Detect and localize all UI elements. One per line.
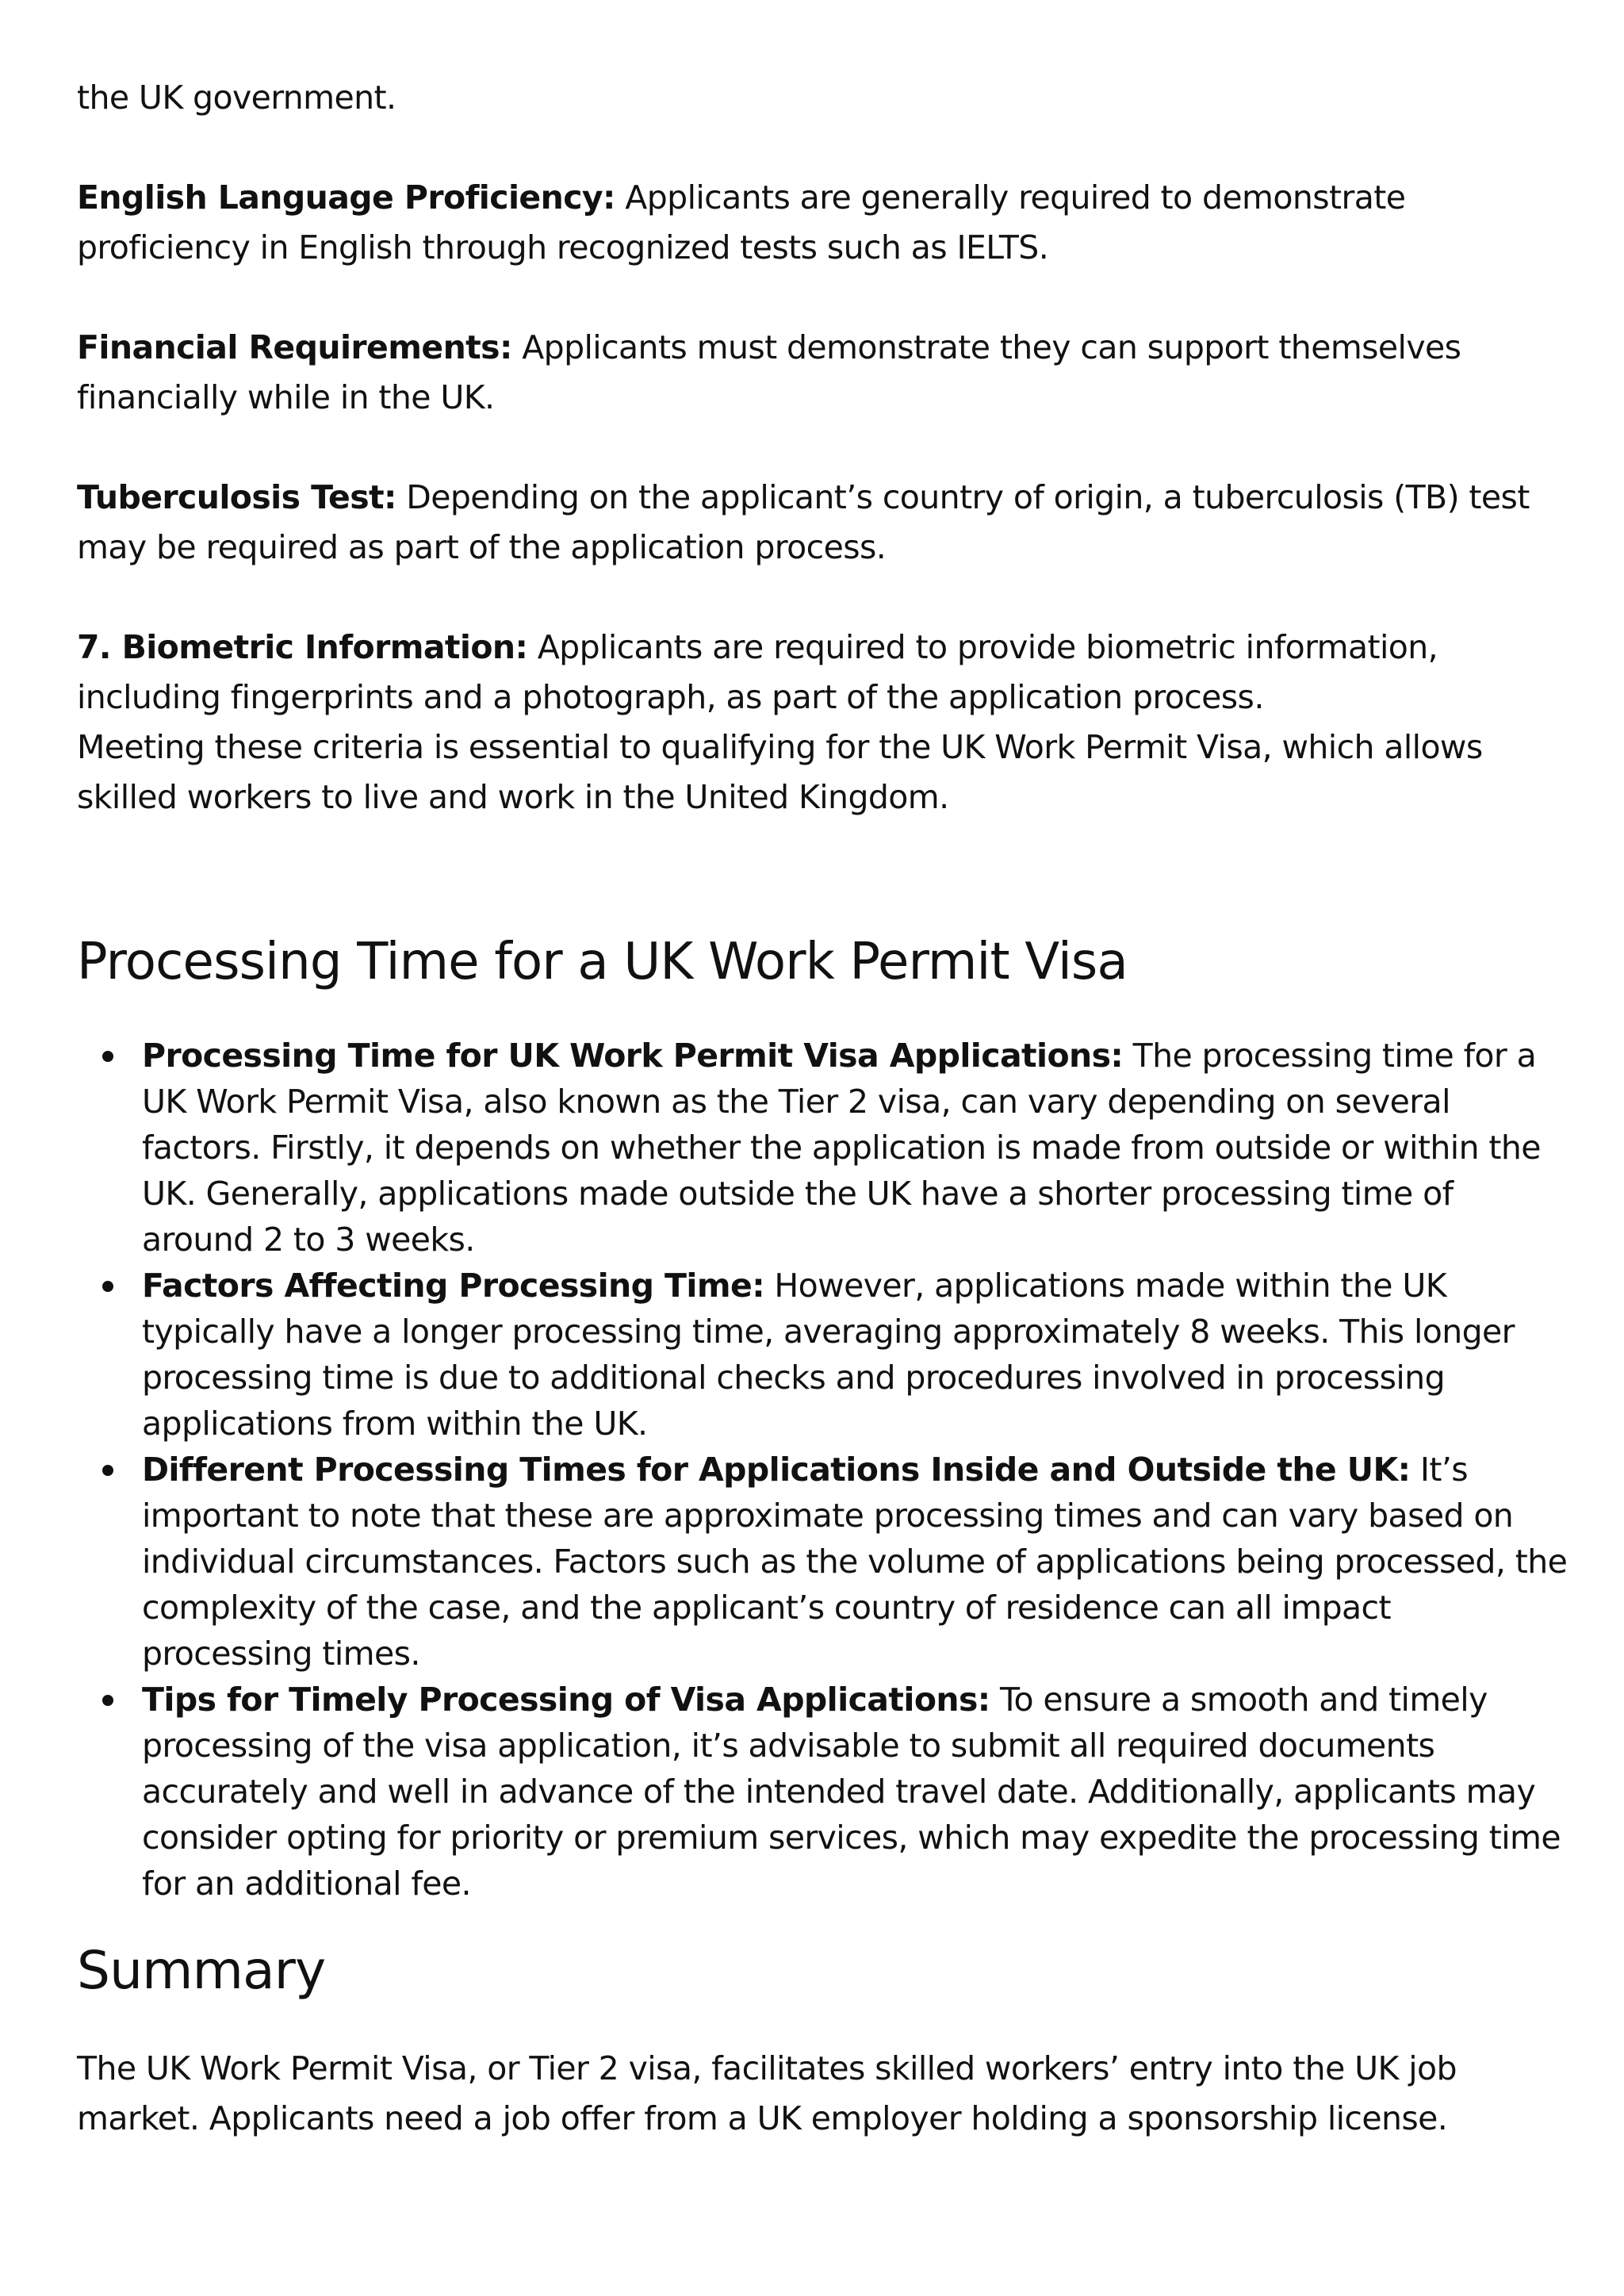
bullet-label: Tips for Timely Processing of Visa Applications: (142, 1681, 990, 1719)
requirement-label: Tuberculosis Test: (77, 478, 396, 516)
bullet-text: The processing time for a UK Work Permit Visa, also known as the Tier 2 visa, can vary depending on several factors. Firstly, it depends on whether the application is made from outside or within the UK. Generally, applications made outside the UK have a shorter processing time of around 2 to 3 weeks. (142, 1037, 1541, 1259)
bullet-label: Processing Time for UK Work Permit Visa Applications: (142, 1037, 1124, 1075)
bullet-dot-icon (102, 1465, 113, 1476)
requirement-english-language (77, 173, 1568, 273)
summary-heading: Summary (77, 1940, 326, 2001)
requirement-label: English Language Proficiency: (77, 178, 615, 217)
requirement-biometric-information (77, 623, 1568, 723)
requirement-financial (77, 323, 1568, 423)
bullet-text: To ensure a smooth and timely processing of the visa application, it’s advisable to submit all required documents accurately and well in advance of the intended travel date. Additionally, applicants may consider opting for priority or premium services, which may expedite the processing time for an additional fee. (142, 1681, 1561, 1903)
requirement-text: Depending on the applicant’s country of origin, a tuberculosis (TB) test may be required as part of the application process. (77, 478, 1530, 566)
bullet-dot-icon (102, 1281, 113, 1292)
summary-paragraph: The UK Work Permit Visa, or Tier 2 visa, facilitates skilled workers’ entry into the UK job market. Applicants need a job offer from a UK employer holding a sponsorship license. (77, 2049, 1457, 2137)
requirement-label: 7. Biometric Information: (77, 628, 528, 666)
bullet-text: It’s important to note that these are approximate processing times and can vary based on individual circumstances. Factors such as the volume of applications being processed, the complexity of the case, and the applicant’s country of residence can all impact processing times. (142, 1451, 1568, 1673)
bullet-label: Different Processing Times for Applications Inside and Outside the UK: (142, 1451, 1411, 1489)
requirement-text: Applicants must demonstrate they can support themselves financially while in the UK. (77, 328, 1461, 416)
list-item (77, 1033, 1568, 1263)
continued-paragraph: the UK government. (77, 79, 396, 117)
bullet-label: Factors Affecting Processing Time: (142, 1267, 764, 1305)
requirement-text: Applicants are generally required to demonstrate proficiency in English through recognized tests such as IELTS. (77, 178, 1406, 266)
bullet-dot-icon (102, 1695, 113, 1706)
bullet-text: However, applications made within the UK typically have a longer processing time, averaging approximately 8 weeks. This longer processing time is due to additional checks and procedures involved in processing applications from within the UK. (142, 1267, 1515, 1443)
list-item (77, 1263, 1568, 1447)
closing-paragraph: Meeting these criteria is essential to qualifying for the UK Work Permit Visa, which allows skilled workers to live and work in the United Kingdom. (77, 728, 1483, 816)
list-item (77, 1447, 1568, 1677)
bullet-dot-icon (102, 1051, 113, 1062)
requirement-label: Financial Requirements: (77, 328, 512, 366)
list-item (77, 1677, 1568, 1907)
requirement-tuberculosis-test (77, 473, 1568, 573)
requirement-text: Applicants are required to provide biometric information, including fingerprints and a photograph, as part of the application process. (77, 628, 1438, 716)
processing-bullet-list (77, 1033, 1568, 1907)
processing-time-heading: Processing Time for a UK Work Permit Visa (77, 933, 1128, 991)
